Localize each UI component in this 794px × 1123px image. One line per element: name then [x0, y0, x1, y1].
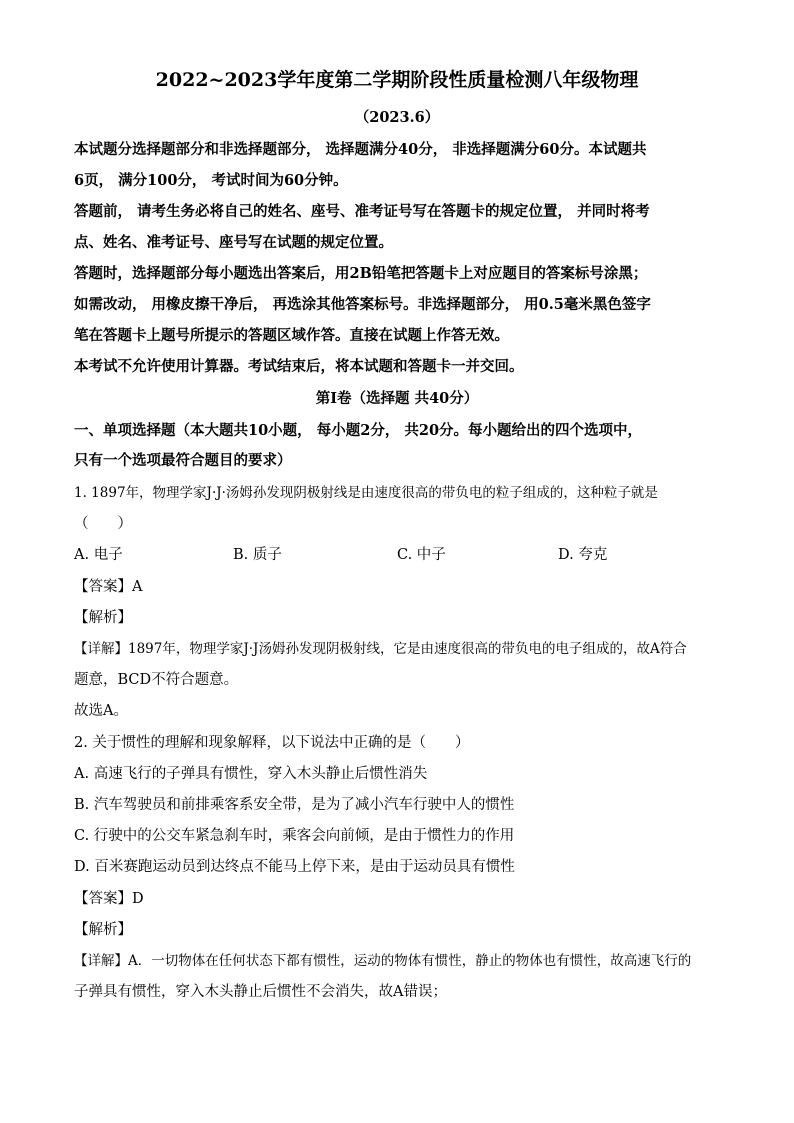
question-2-answer: 【答案】D [74, 891, 144, 907]
question-1-stem: （ ） [74, 516, 132, 532]
instruction-line: 点、姓名、准考证号、座号写在试题的规定位置。 [74, 234, 393, 251]
question-2-stem: 2. 关于惯性的理解和现象解释，以下说法中正确的是（ ） [74, 735, 470, 751]
question-2-detail: 【详解】A．一切物体在任何状态下都有惯性，运动的物体有惯性，静止的物体也有惯性，故高速飞行的 [74, 953, 692, 969]
question-1-conclusion: 故选A。 [74, 703, 128, 719]
page-title: 2022~2023学年度第二学期阶段性质量检测八年级物理 [155, 69, 639, 91]
question-1-option-b: B. 质子 [233, 547, 282, 563]
question-1-stem: 1. 1897年，物理学家J·J·汤姆孙发现阴极射线是由速度很高的带负电的粒子组成的，这种粒子就是 [74, 485, 658, 501]
instruction-line: 笔在答题卡上题号所提示的答题区域作答。直接在试题上作答无效。 [74, 327, 509, 344]
instruction-line: 本考试不允许使用计算器。考试结束后，将本试题和答题卡一并交回。 [74, 358, 524, 375]
instruction-line: 本试题分选择题部分和非选择题部分， 选择题满分40分， 非选择题满分60分。本试题共 [74, 141, 647, 158]
instruction-line: 答题时，选择题部分每小题选出答案后，用2B铅笔把答题卡上对应题目的答案标号涂黑； [74, 265, 648, 282]
question-1-option-c: C. 中子 [397, 547, 446, 563]
exam-date: （2023.6） [354, 109, 440, 126]
question-1-option-d: D. 夸克 [558, 547, 608, 563]
section-title: 第Ⅰ卷（选择题 共40分） [315, 390, 479, 407]
question-1-analysis-label: 【解析】 [74, 610, 132, 626]
question-2-detail: 子弹具有惯性，穿入木头静止后惯性不会消失，故A错误； [74, 984, 447, 1000]
question-2-analysis-label: 【解析】 [74, 922, 132, 938]
question-1-answer: 【答案】A [74, 579, 143, 595]
part-heading: 一、单项选择题（本大题共10小题， 每小题2分， 共20分。每小题给出的四个选项中， [74, 422, 643, 439]
question-2-option-b: B. 汽车驾驶员和前排乘客系安全带，是为了减小汽车行驶中人的惯性 [74, 797, 515, 813]
question-1-detail: 题意，BCD不符合题意。 [74, 672, 239, 688]
question-2-option-c: C. 行驶中的公交车紧急刹车时，乘客会向前倾，是由于惯性力的作用 [74, 828, 515, 844]
part-heading: 只有一个选项最符合题目的要求） [74, 452, 292, 469]
question-1-detail: 【详解】1897年，物理学家J·J汤姆孙发现阴极射线，它是由速度很高的带负电的电子组成的，故A符合 [74, 641, 687, 657]
question-2-option-a: A. 高速飞行的子弹具有惯性，穿入木头静止后惯性消失 [74, 766, 428, 782]
instruction-line: 如需改动， 用橡皮擦干净后， 再选涂其他答案标号。非选择题部分， 用0.5毫米黑色签字 [74, 296, 651, 313]
question-2-option-d: D. 百米赛跑运动员到达终点不能马上停下来，是由于运动员具有惯性 [74, 859, 515, 875]
instruction-line: 6页， 满分100分， 考试时间为60分钟。 [74, 172, 348, 189]
question-1-option-a: A. 电子 [74, 547, 123, 563]
instruction-line: 答题前， 请考生务必将自己的姓名、座号、准考证号写在答题卡的规定位置， 并同时将考 [74, 203, 650, 220]
